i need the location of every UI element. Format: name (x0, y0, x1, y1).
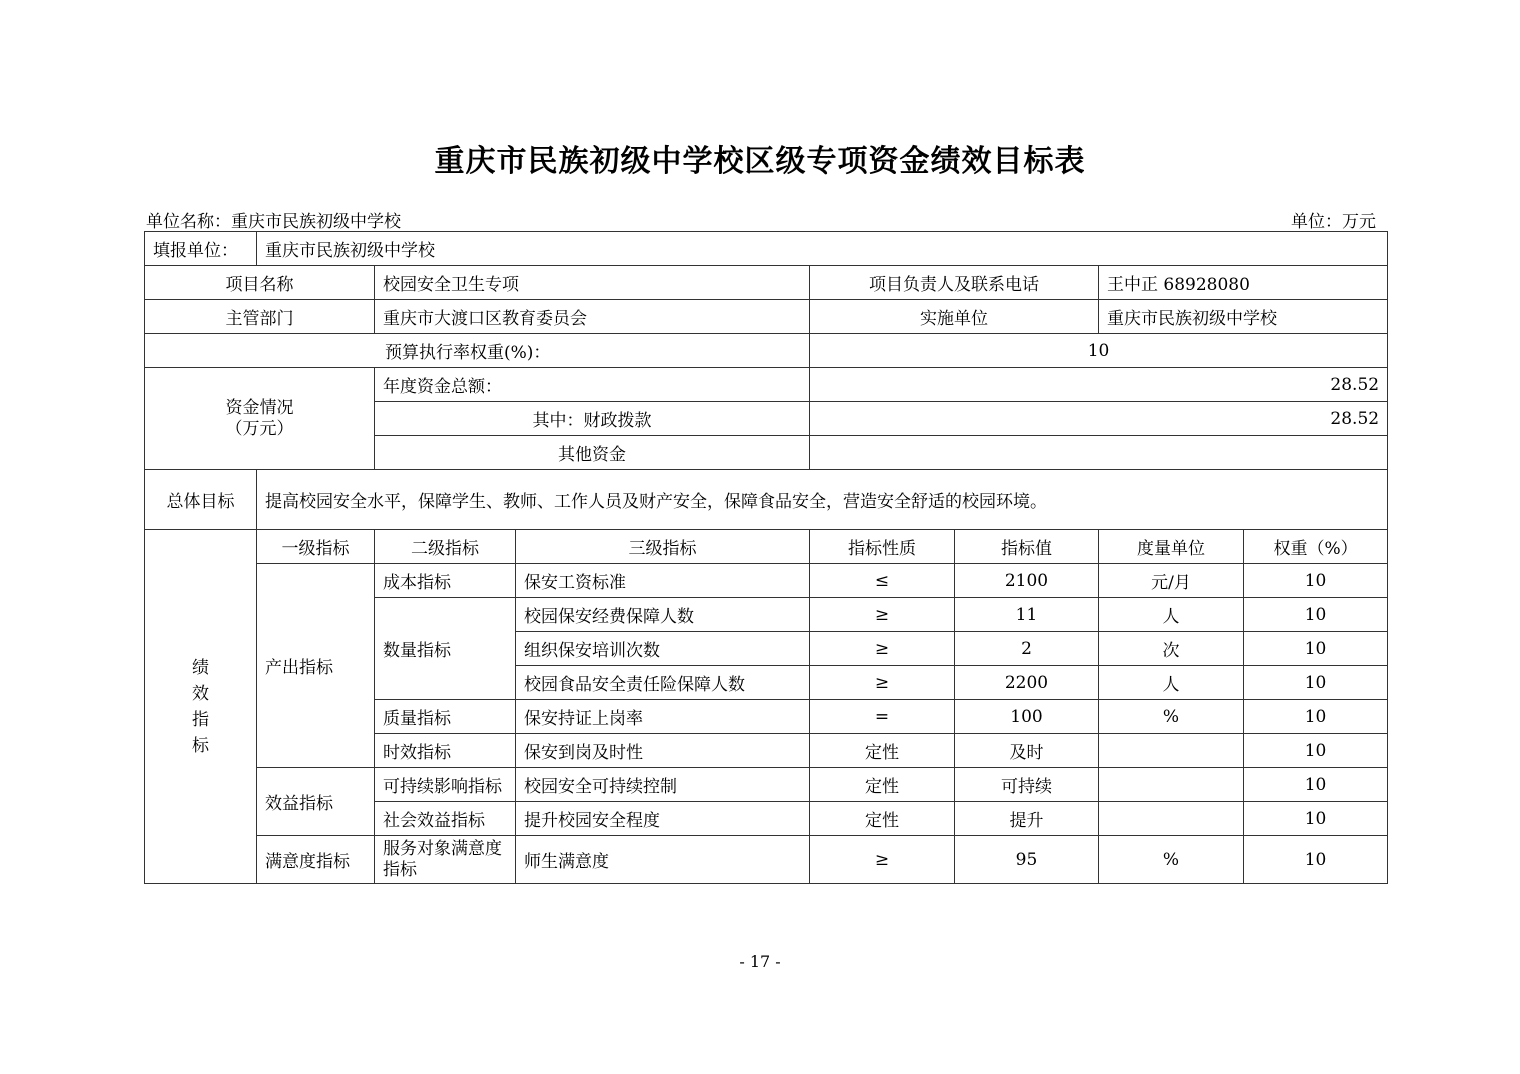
indicator-unit: 人 (1099, 666, 1244, 700)
indicator-unit: 人 (1099, 598, 1244, 632)
fiscal-label: 其中：财政拨款 (375, 402, 810, 436)
dept-label: 主管部门 (145, 300, 375, 334)
indicator-unit: % (1099, 836, 1244, 884)
annual-total-row (145, 368, 1388, 402)
indicator-name: 校园食品安全责任险保障人数 (516, 666, 810, 700)
indicator-value: 95 (955, 836, 1099, 884)
table-row (145, 564, 1388, 598)
indicator-name: 保安持证上岗率 (516, 700, 810, 734)
annual-total-value: 28.52 (810, 368, 1388, 402)
header-level3: 三级指标 (516, 530, 810, 564)
indicator-nature: ≥ (810, 632, 955, 666)
indicator-nature: ≥ (810, 666, 955, 700)
group-benefit: 效益指标 (257, 768, 375, 836)
indicator-unit (1099, 734, 1244, 768)
impl-value: 重庆市民族初级中学校 (1099, 300, 1388, 334)
project-contact-value: 王中正 68928080 (1099, 266, 1388, 300)
indicator-unit (1099, 802, 1244, 836)
subgroup-timeliness: 时效指标 (375, 734, 516, 768)
other-funds-label: 其他资金 (375, 436, 810, 470)
header-value: 指标值 (955, 530, 1099, 564)
header-nature: 指标性质 (810, 530, 955, 564)
indicator-name: 师生满意度 (516, 836, 810, 884)
indicator-unit: 元/月 (1099, 564, 1244, 598)
indicator-nature: ≥ (810, 836, 955, 884)
group-output: 产出指标 (257, 564, 375, 768)
indicator-weight: 10 (1244, 598, 1388, 632)
header-weight: 权重（%） (1244, 530, 1388, 564)
indicator-weight: 10 (1244, 836, 1388, 884)
indicator-name: 提升校园安全程度 (516, 802, 810, 836)
budget-weight-value: 10 (810, 334, 1388, 368)
table-row (145, 836, 1388, 884)
fiscal-value: 28.52 (810, 402, 1388, 436)
table-row (145, 768, 1388, 802)
indicator-unit: 次 (1099, 632, 1244, 666)
unit-name: 单位名称：重庆市民族初级中学校 (146, 212, 401, 232)
unit-of-measure: 单位：万元 (1291, 212, 1376, 232)
indicator-value: 2 (955, 632, 1099, 666)
filler-row (145, 232, 1388, 266)
indicator-value: 可持续 (955, 768, 1099, 802)
indicator-nature: 定性 (810, 768, 955, 802)
dept-value: 重庆市大渡口区教育委员会 (375, 300, 810, 334)
subgroup-sustain: 可持续影响指标 (375, 768, 516, 802)
indicator-name: 组织保安培训次数 (516, 632, 810, 666)
funds-label (145, 368, 375, 470)
goal-row (145, 470, 1388, 530)
project-name-value: 校园安全卫生专项 (375, 266, 810, 300)
dept-row (145, 300, 1388, 334)
subgroup-quantity: 数量指标 (375, 598, 516, 700)
indicator-value: 11 (955, 598, 1099, 632)
subgroup-cost: 成本指标 (375, 564, 516, 598)
indicator-name: 校园安全可持续控制 (516, 768, 810, 802)
indicator-value: 及时 (955, 734, 1099, 768)
header-level2: 二级指标 (375, 530, 516, 564)
goal-label: 总体目标 (145, 470, 257, 530)
group-satisfaction: 满意度指标 (257, 836, 375, 884)
subgroup-service: 服务对象满意度指标 (375, 836, 516, 884)
indicator-value: 2200 (955, 666, 1099, 700)
indicator-value: 提升 (955, 802, 1099, 836)
indicator-weight: 10 (1244, 734, 1388, 768)
page-title: 重庆市民族初级中学校区级专项资金绩效目标表 (434, 144, 1086, 179)
indicator-value: 2100 (955, 564, 1099, 598)
indicator-nature: ≤ (810, 564, 955, 598)
impl-label: 实施单位 (810, 300, 1099, 334)
annual-total-label: 年度资金总额： (375, 368, 810, 402)
indicator-value: 100 (955, 700, 1099, 734)
indicator-weight: 10 (1244, 632, 1388, 666)
subgroup-social: 社会效益指标 (375, 802, 516, 836)
indicator-weight: 10 (1244, 700, 1388, 734)
indicator-nature: 定性 (810, 734, 955, 768)
indicator-unit: % (1099, 700, 1244, 734)
funds-label-line-2: （万元） (225, 418, 294, 439)
perf-label (145, 530, 257, 884)
indicator-weight: 10 (1244, 564, 1388, 598)
indicator-nature: ≥ (810, 598, 955, 632)
indicator-name: 校园保安经费保障人数 (516, 598, 810, 632)
budget-weight-row (145, 334, 1388, 368)
indicator-name: 保安工资标准 (516, 564, 810, 598)
funds-label-line-1: 资金情况 (225, 397, 294, 418)
perf-label-text: 绩效指标 (192, 657, 209, 756)
project-row (145, 266, 1388, 300)
budget-weight-label: 预算执行率权重(%)： (145, 334, 810, 368)
indicator-nature: = (810, 700, 955, 734)
indicator-weight: 10 (1244, 666, 1388, 700)
filler-value: 重庆市民族初级中学校 (257, 232, 1388, 266)
filler-label: 填报单位： (145, 232, 257, 266)
other-funds-value (810, 436, 1388, 470)
header-level1: 一级指标 (257, 530, 375, 564)
goal-value: 提高校园安全水平，保障学生、教师、工作人员及财产安全，保障食品安全，营造安全舒适的校园环境。 (257, 470, 1388, 530)
indicator-weight: 10 (1244, 768, 1388, 802)
subgroup-quality: 质量指标 (375, 700, 516, 734)
page-number: - 17 - (739, 952, 781, 971)
header-row (145, 530, 1388, 564)
indicator-name: 保安到岗及时性 (516, 734, 810, 768)
header-unit: 度量单位 (1099, 530, 1244, 564)
project-contact-label: 项目负责人及联系电话 (810, 266, 1099, 300)
project-name-label: 项目名称 (145, 266, 375, 300)
indicator-unit (1099, 768, 1244, 802)
indicator-weight: 10 (1244, 802, 1388, 836)
indicator-nature: 定性 (810, 802, 955, 836)
performance-table (144, 231, 1388, 884)
